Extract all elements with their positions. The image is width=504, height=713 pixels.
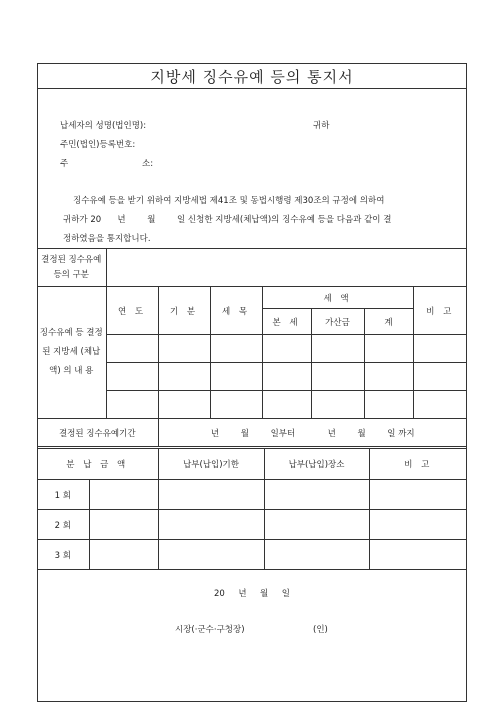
year-header: 연 도 — [106, 287, 158, 335]
seal-mark: (인) — [313, 625, 328, 635]
table-row — [37, 480, 467, 510]
installment-row-label: 2 회 — [37, 510, 89, 540]
form-title: 지방세 징수유예 등의 통지서 — [150, 68, 354, 86]
period-label: 결정된 징수유예기간 — [37, 419, 158, 447]
principal-tax-header: 본 세 — [262, 309, 311, 335]
address-label-second: 소: — [142, 159, 154, 169]
issue-date: 20 년 월 일 — [214, 589, 290, 599]
remarks-header: 비 고 — [413, 287, 467, 335]
honorific-text: 귀하 — [313, 121, 330, 131]
taxpayer-name-label: 납세자의 성명(법인명): — [60, 121, 147, 131]
surcharge-header: 가산금 — [311, 309, 364, 335]
title-divider — [37, 88, 467, 89]
tax-item-header: 세 목 — [210, 287, 262, 335]
payment-place-header: 납부(납입)장소 — [264, 449, 369, 480]
tax-content-label: 징수유예 등 결정된 지방세 (체납액) 의 내 용 — [37, 287, 106, 419]
total-header: 계 — [364, 309, 413, 335]
decided-type-label: 결정된 징수유예 등의 구분 — [37, 249, 106, 287]
issuer-name: 시장(·군수·구청장) — [175, 625, 245, 635]
installment-row-label: 1 회 — [37, 480, 89, 510]
installment-remarks-header: 비 고 — [369, 449, 467, 480]
registration-number-label: 주민(법인)등록번호: — [60, 140, 136, 150]
installment-row-label: 3 회 — [37, 540, 89, 570]
table-row — [37, 540, 467, 570]
installment-amount-header: 분 납 금 액 — [37, 449, 158, 480]
notice-text-line-2: 귀하가 20 년 월 일 신청한 지방세(체납액)의 징수유예 등을 다음과 같이 결 — [63, 215, 392, 225]
tax-amount-header: 세 액 — [262, 287, 413, 309]
notice-text-line-3: 정하였음을 통지합니다. — [63, 234, 151, 244]
notice-text-line-1: 징수유예 등을 받기 위하여 지방세법 제41조 및 동법시행령 제30조의 규정에 의하여 — [73, 196, 385, 206]
table-row — [37, 510, 467, 540]
payment-deadline-header: 납부(납입)기한 — [158, 449, 264, 480]
installment-table — [37, 448, 467, 570]
decided-type-value — [106, 249, 467, 287]
address-label-first: 주 — [60, 159, 69, 169]
tax-content-table — [37, 248, 467, 447]
base-header: 기 분 — [158, 287, 210, 335]
period-value: 년 월 일부터 년 월 일 까지 — [158, 419, 467, 447]
